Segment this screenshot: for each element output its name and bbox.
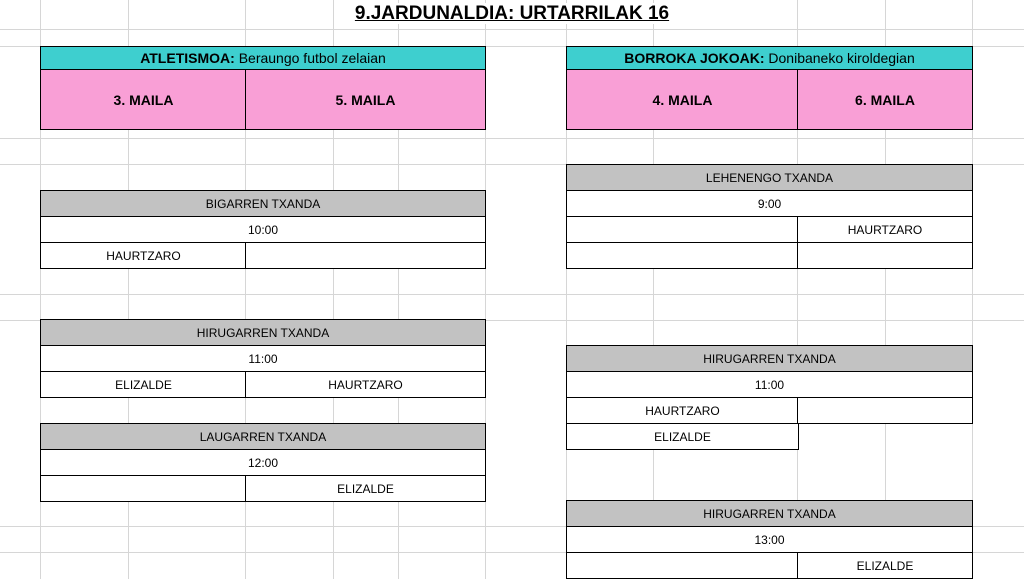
schedule-cell <box>40 475 247 502</box>
venue-place: Donibaneko kiroldegian <box>764 50 915 66</box>
schedule-cell: ELIZALDE <box>245 475 486 502</box>
turn-time: 10:00 <box>40 216 486 243</box>
gridline <box>0 294 1024 295</box>
level-6-header: 6. MAILA <box>797 69 973 130</box>
turn-time: 12:00 <box>40 449 486 476</box>
schedule-cell: ELIZALDE <box>40 371 247 398</box>
schedule-cell <box>566 552 799 579</box>
turn-header: BIGARREN TXANDA <box>40 190 486 217</box>
schedule-cell: HAURTZARO <box>797 216 973 243</box>
page-title: 9.JARDUNALDIA: URTARRILAK 16 <box>0 3 1024 29</box>
venue-activity: ATLETISMOA: <box>140 50 235 66</box>
turn-time: 11:00 <box>566 371 973 398</box>
venue-header-wrestling <box>566 46 973 70</box>
level-4-header: 4. MAILA <box>566 69 799 130</box>
schedule-cell: ELIZALDE <box>797 552 973 579</box>
level-3-header: 3. MAILA <box>40 69 247 130</box>
schedule-cell <box>797 397 973 424</box>
level-5-header: 5. MAILA <box>245 69 486 130</box>
venue-header-athletics <box>40 46 486 70</box>
schedule-cell: HAURTZARO <box>566 397 799 424</box>
turn-header: HIRUGARREN TXANDA <box>566 500 973 527</box>
turn-time: 13:00 <box>566 526 973 553</box>
gridline <box>0 138 1024 139</box>
schedule-cell <box>566 216 799 243</box>
turn-header: HIRUGARREN TXANDA <box>566 345 973 372</box>
schedule-cell: HAURTZARO <box>245 371 486 398</box>
turn-time: 11:00 <box>40 345 486 372</box>
schedule-cell: HAURTZARO <box>40 242 247 269</box>
turn-header: LAUGARREN TXANDA <box>40 423 486 450</box>
schedule-cell <box>566 242 799 269</box>
turn-time: 9:00 <box>566 190 973 217</box>
schedule-cell: ELIZALDE <box>566 423 799 450</box>
schedule-cell <box>797 242 973 269</box>
schedule-cell <box>245 242 486 269</box>
venue-activity: BORROKA JOKOAK: <box>624 50 765 66</box>
turn-header: LEHENENGO TXANDA <box>566 164 973 191</box>
turn-header: HIRUGARREN TXANDA <box>40 319 486 346</box>
gridline <box>0 29 1024 30</box>
venue-place: Beraungo futbol zelaian <box>234 50 386 66</box>
